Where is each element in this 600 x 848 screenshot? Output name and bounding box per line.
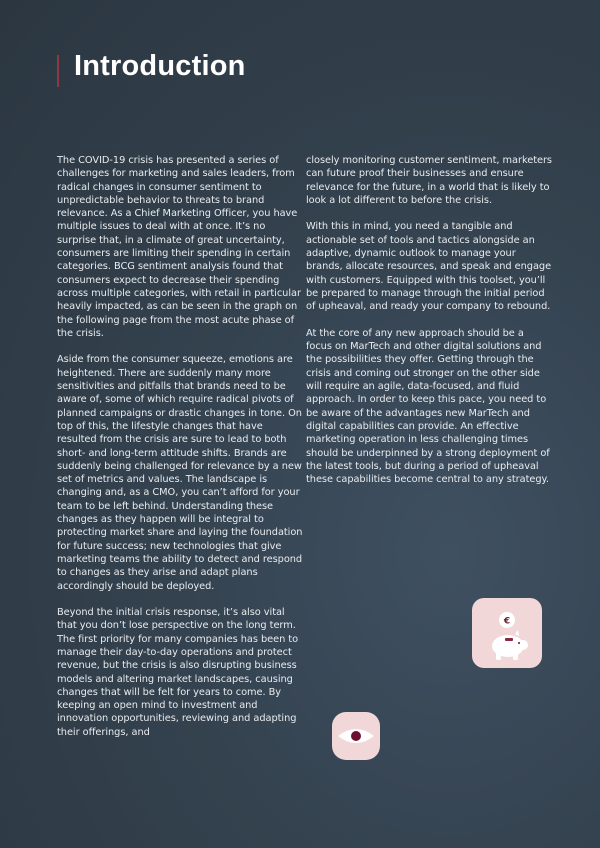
paragraph: Aside from the consumer squeeze, emotions are heightened. There are suddenly many more sensitivities and pitfalls that brands need to be aware of, some of which require radical pivots of planned campaigns or drastic changes in tone. On top of this, the lifestyle changes that have resulted from the crisis are sure to lead to both short- and long-term attitude shifts. Brands are suddenly being challenged for relevance by a new set of metrics and values. The landscape is changing and, as a CMO, you can’t afford for your team to be left behind. Understanding these changes as they happen will be integral to protecting market share and laying the foundation for future success; new technologies that give marketing teams the ability to detect and respond to changes as they arise and adapt plans accordingly should be deployed. xyxy=(57,354,303,592)
left-column xyxy=(57,154,303,752)
euro-symbol: € xyxy=(503,616,511,627)
title-accent-bar xyxy=(57,55,59,87)
paragraph: closely monitoring customer sentiment, marketers can future proof their businesses and ensure relevance for the future, in a world that is likely to look a lot different to before the crisis. xyxy=(306,155,552,206)
right-column xyxy=(306,154,552,500)
paragraph: With this in mind, you need a tangible and actionable set of tools and tactics alongside an adaptive, dynamic outlook to manage your brands, allocate resources, and speak and engage with customers. Equipped with this toolset, you’ll be prepared to manage through the initial period of upheaval, and ready your company to rebound. xyxy=(306,221,552,313)
piggy-bank-icon xyxy=(472,598,542,668)
paragraph: At the core of any new approach should be a focus on MarTech and other digital solutions and the possibilities they offer. Getting through the crisis and coming out stronger on the other side will require an agile, data-focused, and fluid approach. In order to keep this pace, you need to be aware of the advantages new MarTech and digital capabilities can provide. An effective marketing operation in less challenging times should be underpinned by a strong deployment of the latest tools, but during a period of upheaval these capabilities become central to any strategy. xyxy=(306,327,550,486)
paragraph: The COVID-19 crisis has presented a series of challenges for marketing and sales leaders, from radical changes in consumer sentiment to unpredictable behavior to threats to brand relevance. As a Chief Marketing Officer, you have multiple issues to deal with at once. It’s no surprise that, in a climate of great uncertainty, consumers are limiting their spending in certain categories. BCG sentiment analysis found that consumers expect to decrease their spending across multiple categories, with retail in particular heavily impacted, as can be seen in the graph on the following page from the most acute phase of the crisis. xyxy=(57,155,301,339)
page-title: Introduction xyxy=(74,50,246,82)
paragraph: Beyond the initial crisis response, it’s also vital that you don’t lose perspective on the long term. The first priority for many companies has been to manage their day-to-day operations and protect revenue, but the crisis is also disrupting business models and altering market landscapes, causing changes that will be felt for years to come. By keeping an open mind to investment and innovation opportunities, reviewing and adapting their offerings, and xyxy=(57,607,299,738)
eye-icon xyxy=(332,712,380,760)
